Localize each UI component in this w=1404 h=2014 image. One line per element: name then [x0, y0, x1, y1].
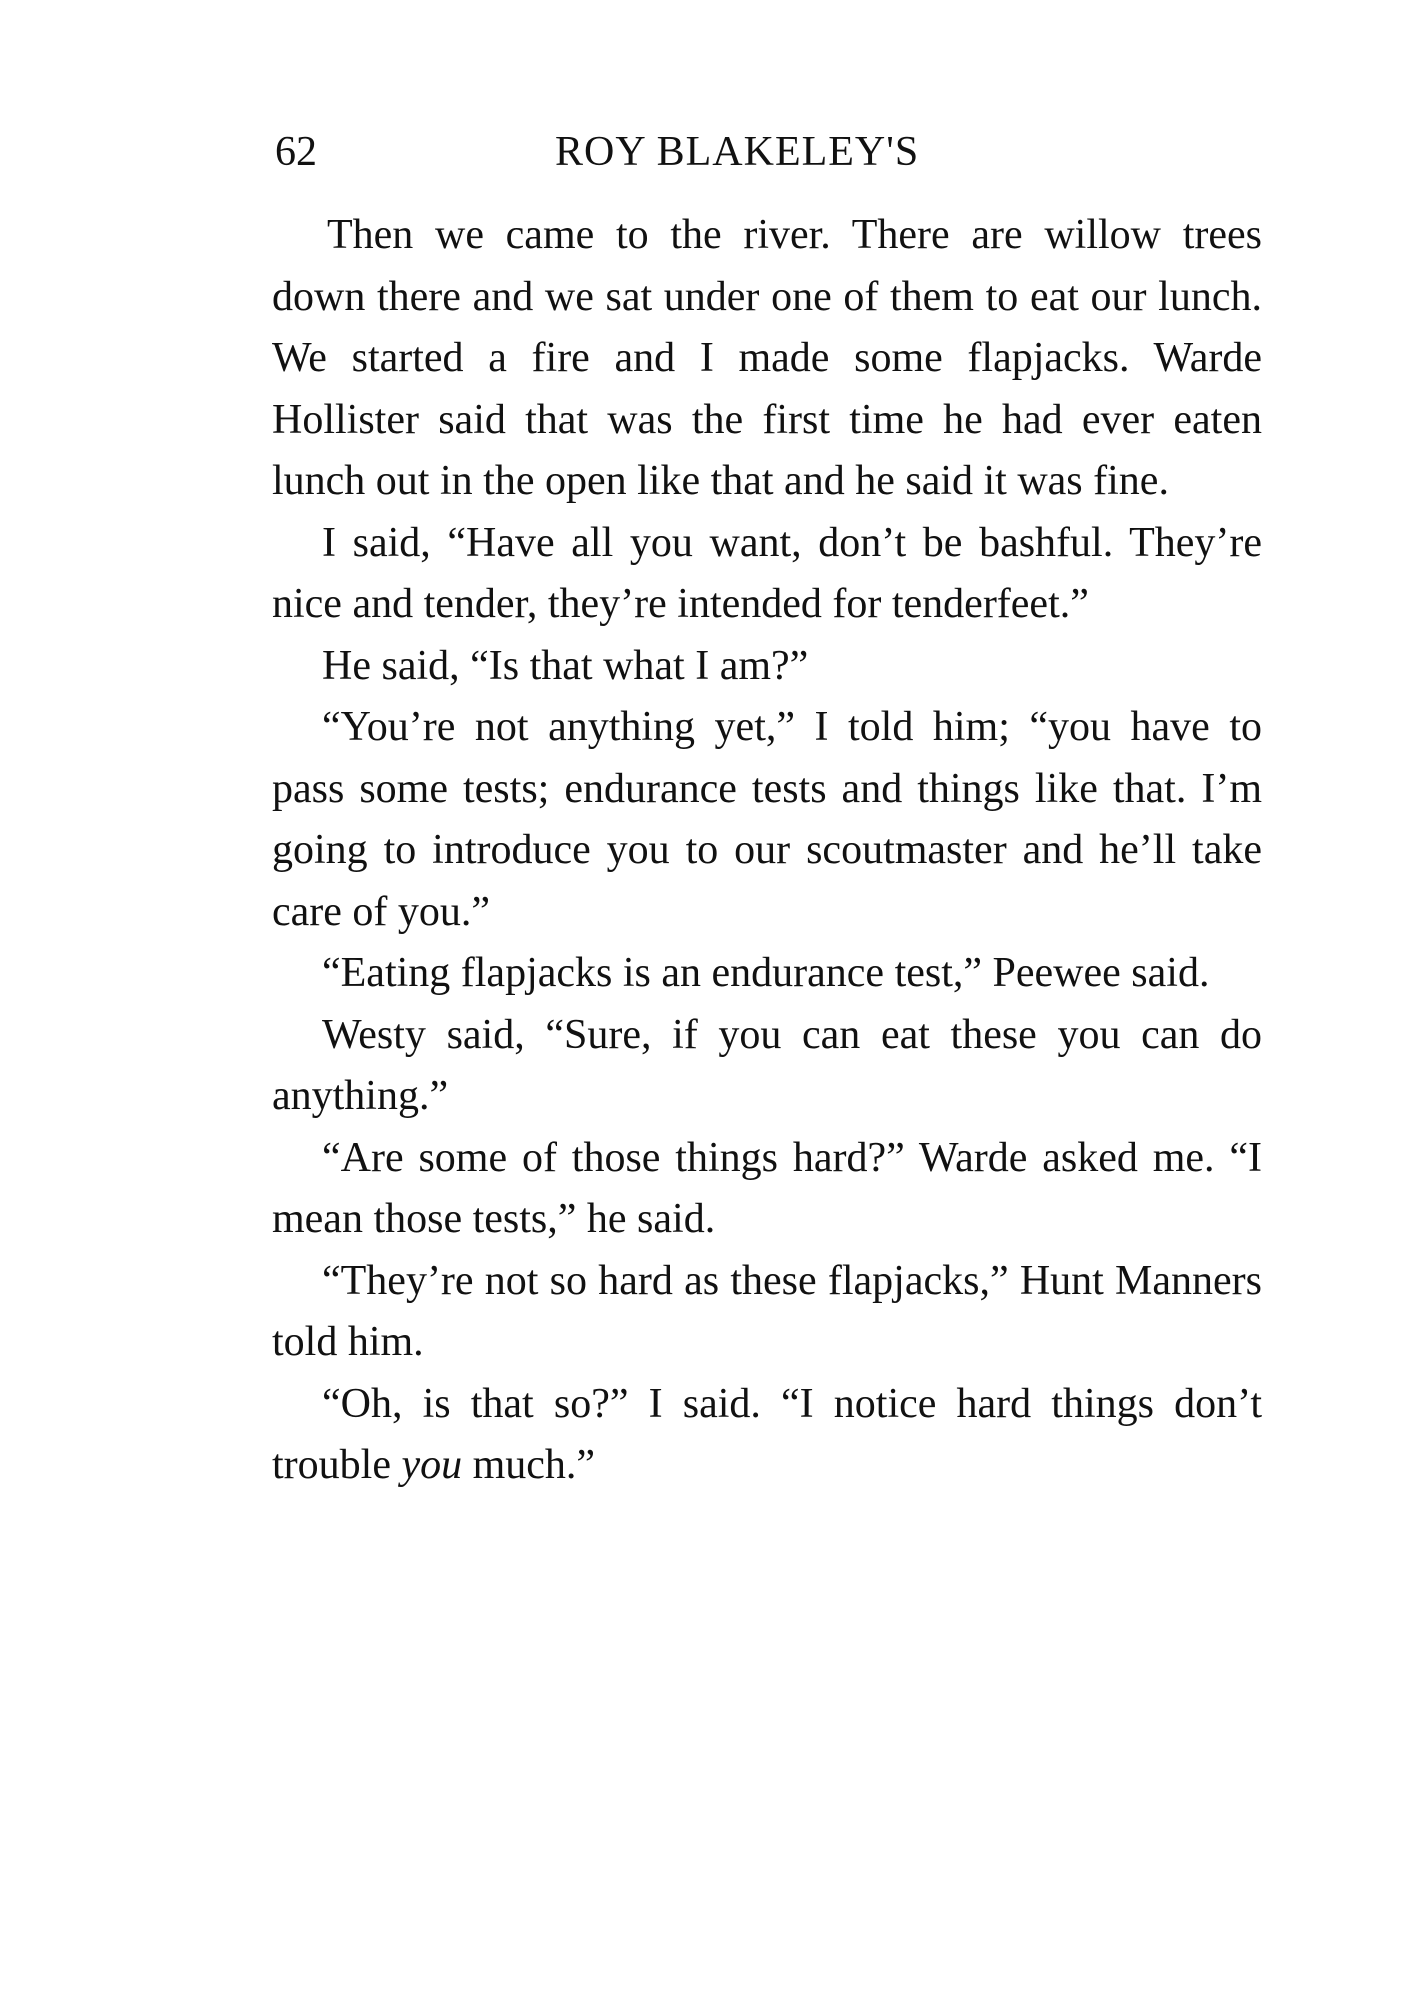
- paragraph: Westy said, “Sure, if you can eat these you can do anything.”: [272, 1011, 1262, 1119]
- paragraph-text: “Oh, is that so?” I said. “I notice hard things don’t trouble: [272, 1380, 1262, 1488]
- paragraph: “You’re not anything yet,” I told him; “you have to pass some tests; endurance tests and things like that. I’m going to introduce you to our scoutmaster and he’ll take care of you.”: [272, 704, 1262, 935]
- page-number: 62: [275, 129, 317, 175]
- paragraph: Then we came to the river. There are willow trees down there and we sat under one of them to eat our lunch. We started a fire and I made some flapjacks. Warde Hollister said that was the first time he had ever eaten lunch out in the open like that and he said it was fine.: [272, 212, 1262, 504]
- paragraph: He said, “Is that what I am?”: [322, 642, 809, 689]
- page-header: [275, 122, 1275, 182]
- body-text: [272, 205, 1262, 1497]
- paragraph: I said, “Have all you want, don’t be bashful. They’re nice and tender, they’re intended for tenderfeet.”: [272, 519, 1262, 627]
- emphasized-word: you: [401, 1442, 463, 1488]
- paragraph-text: much.”: [462, 1442, 596, 1488]
- paragraph-last: [272, 1374, 1262, 1497]
- paragraph: “They’re not so hard as these flapjacks,” Hunt Manners told him.: [272, 1257, 1262, 1365]
- paragraph: “Eating flapjacks is an endurance test,” Peewee said.: [322, 950, 1210, 996]
- paragraph: “Are some of those things hard?” Warde asked me. “I mean those tests,” he said.: [272, 1134, 1262, 1242]
- running-title: ROY BLAKELEY'S: [555, 129, 920, 175]
